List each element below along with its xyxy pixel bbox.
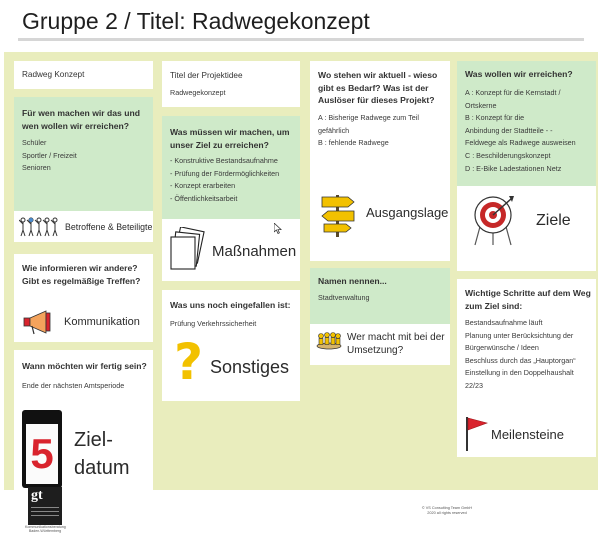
target-icon [471,193,515,247]
card-kommunikation[interactable] [14,254,153,342]
card-question: Wo stehen wir aktuell - wieso gibt es Bedarf? Was ist der Auslöser für dieses Projekt? [318,70,438,105]
card-label: Maßnahmen [212,242,297,260]
card-question: Was müssen wir machen, um unser Ziel zu erreichen? [170,127,290,150]
list-item: A : Konzept für die Kernstadt / [465,88,561,97]
card-ziele[interactable] [457,61,596,271]
card-question: Was wollen wir erreichen? [465,69,573,79]
card-label: Ziele [536,212,571,229]
card-items [170,155,279,205]
card-answer: Ende der nächsten Amtsperiode [22,381,125,390]
card-label: Ausgangslage [366,205,449,220]
card-label: Betroffene & Beteiligte [65,221,153,232]
list-item: Ortskerne [465,100,497,110]
card-label [74,426,130,482]
copyright-line: 2020 all rights reserved [427,511,467,516]
card-label-line: Ziel- [74,429,113,451]
card-label-line: Wer macht mit bei der [347,332,445,343]
list-item: Beschluss durch das „Hauptorgan“ [465,355,576,365]
list-item: Senioren [22,163,51,173]
papers-icon [168,227,206,275]
card-items [22,137,77,175]
list-item: gefährlich [318,125,350,135]
card-label [347,331,445,357]
card-question: Namen nennen... [318,276,387,286]
list-item: Schüler [22,138,47,147]
list-item: - Öffentlichkeitsarbeit [170,193,238,203]
calendar-day: 5 [30,430,54,477]
list-item: A : Bisherige Radwege zum Teil [318,113,419,122]
card-footer [14,302,153,342]
card-question: Was uns noch eingefallen ist: [170,300,291,310]
card-value: Radwegekonzept [170,88,226,97]
page-title: Gruppe 2 / Titel: Radwegekonzept [22,8,370,34]
list-item: Anbindung der Stadtteile - - [465,125,553,135]
list-item: Stadtverwaltung [318,293,370,302]
list-item: Sportler / Freizeit [22,150,77,160]
list-item: C : Beschilderungskonzept [465,150,551,160]
card-footer [14,211,153,242]
cursor-icon [274,223,282,234]
calendar-icon [22,410,62,488]
list-item: B : Konzept für die [465,113,525,123]
team-icon [316,330,342,350]
megaphone-icon [22,309,56,335]
list-item: B : fehlende Radwege [318,138,389,148]
card-meilensteine[interactable] [457,279,596,457]
card-title: Titel der Projektidee [170,71,243,80]
list-item: Bürgerwünsche / Ideen [465,343,539,353]
logo-caption-line: Baden-Württemberg [28,529,62,534]
logo-caption [25,525,65,534]
list-item: Bestandsaufnahme läuft [465,318,543,327]
card-question: Wichtige Schritte auf dem Weg zum Ziel sind: [465,288,591,311]
card-namen[interactable] [310,268,450,365]
company-logo [28,487,62,525]
list-item: - Konstruktive Bestandsaufnahme [170,156,278,165]
people-icon [19,216,59,238]
question-mark-icon: ? [174,333,204,391]
title-divider [18,38,584,41]
list-item: Einstellung in den Doppelhaushalt [465,368,574,378]
list-item: Prüfung Verkehrssicherheit [170,319,257,328]
copyright-notice [412,506,482,516]
card-zieldatum[interactable] [14,350,153,490]
list-item: - Prüfung der Fördermöglichkeiten [170,168,280,178]
card-items [465,87,595,175]
card-items [465,317,595,393]
card-question: Wie informieren wir andere? Gibt es regelmäßige Treffen? [22,263,141,286]
card-items [318,112,419,150]
logo-caption-line: Kommunikationsberatung [25,525,66,529]
card-ausgangslage[interactable] [310,61,450,261]
card-question: Wann möchten wir fertig sein? [22,361,147,371]
list-item: - Konzept erarbeiten [170,181,236,191]
logo-text: gt [31,488,43,503]
flag-icon [463,415,489,451]
card-label: Sonstiges [210,357,290,377]
card-title: Radweg Konzept [22,70,85,79]
card-label-line: datum [74,457,130,479]
card-radweg-konzept[interactable] [14,61,153,89]
list-item: 22/23 [465,380,483,390]
card-projekttitel[interactable] [162,61,300,107]
list-item: Feldwege als Radwege ausweisen [465,138,576,148]
card-massnahmen[interactable] [162,116,300,281]
card-label: Kommunikation [64,316,140,328]
copyright-line: © VS Consulting Team GmbH [421,506,473,510]
list-item: D : E-Bike Ladestationen Netz [465,163,562,173]
card-betroffene[interactable] [14,97,153,242]
signpost-icon [318,191,358,239]
card-question: Für wen machen wir das und wen wollen wir erreichen? [22,108,140,131]
card-label-line: Umsetzung? [347,345,404,356]
card-sonstiges[interactable] [162,290,300,401]
card-label: Meilensteine [491,427,564,442]
list-item: Planung unter Berücksichtung der [465,330,574,340]
